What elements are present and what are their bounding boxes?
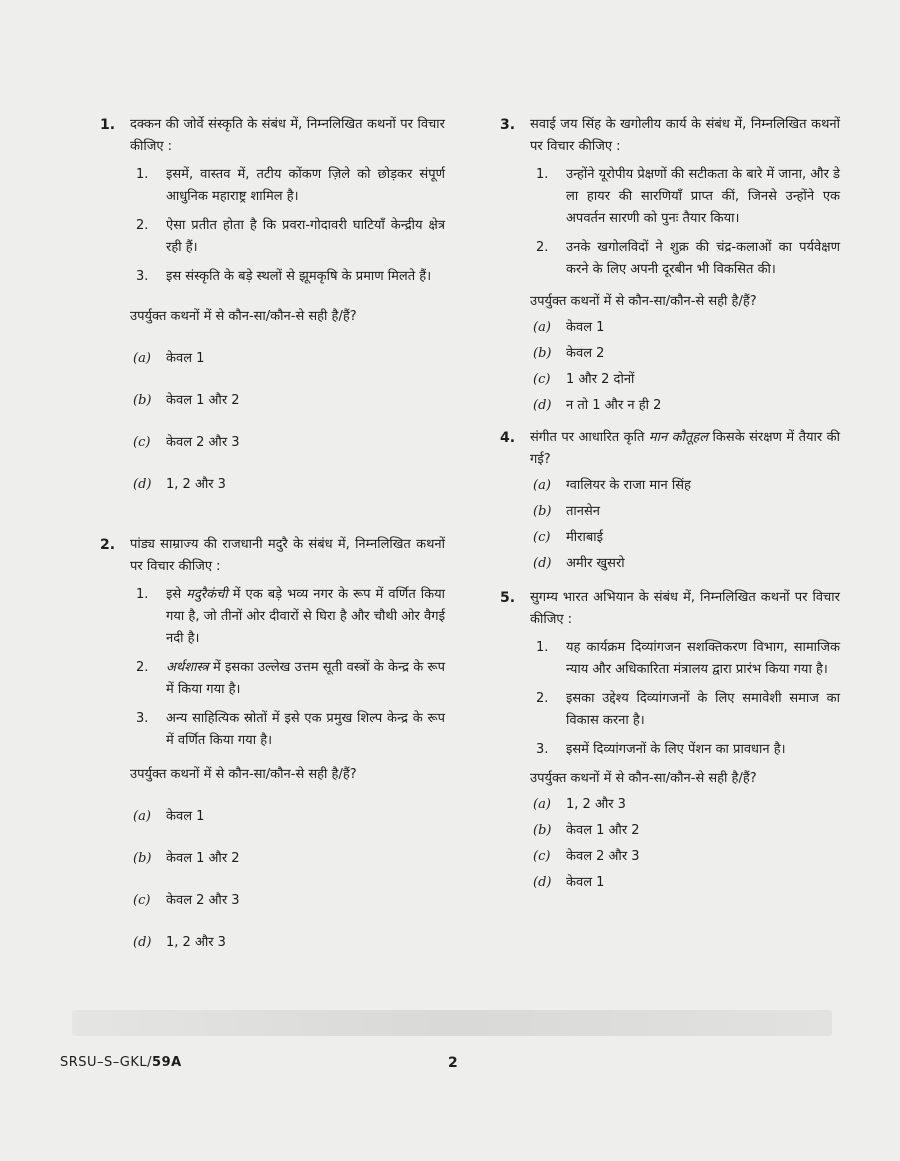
option-a: [130, 806, 445, 828]
option-letter: (d): [533, 398, 552, 413]
statement: [530, 739, 840, 761]
statement-text: ऐसा प्रतीत होता है कि प्रवरा-गोदावरी घाटियाँ केन्द्रीय क्षेत्र रही हैं।: [166, 218, 445, 255]
question-text: सवाई जय सिंह के खगोलीय कार्य के संबंध में, निम्नलिखित कथनों पर विचार कीजिए :: [530, 117, 840, 154]
option-text: केवल 2 और 3: [166, 893, 240, 908]
booklet-code: [60, 1055, 182, 1070]
statement-number: 2.: [536, 240, 549, 255]
option-letter: (c): [133, 435, 151, 450]
statement: [130, 266, 445, 288]
option-text: न तो 1 और न ही 2: [566, 398, 662, 413]
option-text: केवल 1: [166, 809, 205, 824]
option-d: [530, 395, 840, 417]
statement-text: इसमें, वास्तव में, तटीय कोंकण ज़िले को छोड़कर संपूर्ण आधुनिक महाराष्ट्र शामिल है।: [166, 167, 445, 204]
answer-prompt: उपर्युक्त कथनों में से कौन-सा/कौन-से सही है/हैं?: [530, 771, 757, 786]
statement-number: 1.: [536, 640, 549, 655]
statement: [130, 215, 445, 259]
option-letter: (d): [133, 935, 152, 950]
option-letter: (a): [133, 809, 151, 824]
option-a: [130, 348, 445, 370]
option-letter: (d): [533, 875, 552, 890]
option-text: केवल 1 और 2: [166, 851, 240, 866]
statement-number: 3.: [536, 742, 549, 757]
question-number: 4.: [500, 430, 516, 446]
work-title: मदुरैकंची: [186, 587, 228, 602]
statement: [130, 584, 445, 650]
option-c: [130, 890, 445, 912]
question-text-post: किसके संरक्षण में तैयार की गई?: [530, 430, 841, 467]
statement-text-post: में एक बड़े भव्य नगर के रूप में वर्णित किया गया है, जो तीनों ओर दीवारों से घिरा है और चौथी ओर वैगई नदी है।: [166, 587, 445, 646]
statement: [130, 164, 445, 208]
option-b: [530, 820, 840, 842]
statement-text: उनके खगोलविदों ने शुक्र की चंद्र-कलाओं का पर्यवेक्षण करने के लिए अपनी दूरबीन भी विकसित की।: [566, 240, 840, 277]
question-text: [530, 427, 840, 471]
statement-number: 2.: [536, 691, 549, 706]
statement-text: उन्होंने यूरोपीय प्रेक्षणों की सटीकता के बारे में जाना, और डे ला हायर की सारणियाँ प्राप्त कीं, जिनसे उन्होंने एक अपवर्तन सारणी को पुनः तैयार किया।: [566, 167, 840, 226]
option-text: केवल 2 और 3: [566, 849, 640, 864]
statement-list: [130, 164, 445, 288]
statement-text: इसका उद्देश्य दिव्यांगजनों के लिए समावेशी समाज का विकास करना है।: [566, 691, 840, 728]
option-text: केवल 1 और 2: [166, 393, 240, 408]
option-text: ग्वालियर के राजा मान सिंह: [566, 478, 691, 493]
statement-text: इसमें दिव्यांगजनों के लिए पेंशन का प्रावधान है।: [566, 742, 786, 757]
statement-number: 2.: [136, 218, 149, 233]
statement: [530, 237, 840, 281]
statement-number: 1.: [536, 167, 549, 182]
option-letter: (b): [133, 393, 152, 408]
option-letter: (c): [533, 372, 551, 387]
right-column: [500, 114, 840, 894]
statement-text-pre: अन्य साहित्यिक स्रोतों में इसे एक प्रमुख शिल्प केन्द्र के रूप में वर्णित किया गया है।: [166, 711, 445, 748]
option-text: केवल 1: [166, 351, 205, 366]
option-text: केवल 1 और 2: [566, 823, 640, 838]
option-b: [130, 390, 445, 412]
option-text: 1, 2 और 3: [566, 797, 626, 812]
question-number: 3.: [500, 117, 516, 133]
option-letter: (d): [133, 477, 152, 492]
statement-number: 1.: [136, 167, 149, 182]
statement: [530, 637, 840, 681]
question-5: [500, 587, 840, 894]
option-a: [530, 475, 840, 497]
option-b: [530, 501, 840, 523]
work-title: मान कौतूहल: [648, 430, 709, 445]
statement-text-post: में इसका उल्लेख उत्तम सूती वस्त्रों के केन्द्र के रूप में किया गया है।: [166, 660, 445, 697]
option-d: [530, 553, 840, 575]
option-c: [530, 369, 840, 391]
question-text: सुगम्य भारत अभियान के संबंध में, निम्नलिखित कथनों पर विचार कीजिए :: [530, 590, 840, 627]
question-4: [500, 427, 840, 575]
statement-number: 1.: [136, 587, 149, 602]
statement-list: [530, 164, 840, 281]
page-number: 2: [448, 1055, 458, 1071]
option-text: 1, 2 और 3: [166, 477, 226, 492]
option-letter: (c): [533, 849, 551, 864]
option-text: मीराबाई: [566, 530, 603, 545]
option-letter: (b): [533, 504, 552, 519]
question-text: पांड्य साम्राज्य की राजधानी मदुरै के संबंध में, निम्नलिखित कथनों पर विचार कीजिए :: [130, 537, 445, 574]
statement-number: 2.: [136, 660, 149, 675]
option-letter: (a): [133, 351, 151, 366]
option-text: केवल 1: [566, 875, 605, 890]
option-text: तानसेन: [566, 504, 600, 519]
option-letter: (b): [133, 851, 152, 866]
statement-number: 3.: [136, 711, 149, 726]
statement-text-pre: इसे: [166, 587, 187, 602]
answer-prompt: उपर्युक्त कथनों में से कौन-सा/कौन-से सही है/हैं?: [130, 767, 357, 782]
option-d: [530, 872, 840, 894]
answer-prompt: उपर्युक्त कथनों में से कौन-सा/कौन-से सही है/हैं?: [530, 294, 757, 309]
option-letter: (b): [533, 346, 552, 361]
option-text: केवल 2: [566, 346, 605, 361]
statement: [530, 688, 840, 732]
option-letter: (c): [133, 893, 151, 908]
option-letter: (a): [533, 320, 551, 335]
question-2: [100, 534, 445, 954]
statement-list: [530, 637, 840, 761]
question-1: [100, 114, 445, 496]
left-column: [100, 114, 445, 954]
option-c: [530, 527, 840, 549]
question-number: 2.: [100, 537, 116, 553]
option-text: केवल 1: [566, 320, 605, 335]
booklet-code-suffix: 59A: [152, 1055, 182, 1070]
option-letter: (a): [533, 478, 551, 493]
statement: [130, 657, 445, 701]
option-text: 1 और 2 दोनों: [566, 372, 635, 387]
option-letter: (d): [533, 556, 552, 571]
question-number: 5.: [500, 590, 516, 606]
option-c: [130, 432, 445, 454]
option-letter: (c): [533, 530, 551, 545]
statement-text: यह कार्यक्रम दिव्यांगजन सशक्तिकरण विभाग, सामाजिक न्याय और अधिकारिता मंत्रालय द्वारा प्रारंभ किया गया है।: [566, 640, 840, 677]
question-number: 1.: [100, 117, 116, 133]
option-c: [530, 846, 840, 868]
answer-prompt: उपर्युक्त कथनों में से कौन-सा/कौन-से सही है/हैं?: [130, 309, 357, 324]
question-3: [500, 114, 840, 417]
scan-smudge: [72, 1010, 832, 1036]
option-a: [530, 317, 840, 339]
option-text: केवल 2 और 3: [166, 435, 240, 450]
option-text: 1, 2 और 3: [166, 935, 226, 950]
statement-text: इस संस्कृति के बड़े स्थलों से झूमकृषि के प्रमाण मिलते हैं।: [166, 269, 432, 284]
option-letter: (a): [533, 797, 551, 812]
question-text: दक्कन की जोर्वे संस्कृति के संबंध में, निम्नलिखित कथनों पर विचार कीजिए :: [130, 117, 445, 154]
statement: [530, 164, 840, 230]
statement-list: [130, 584, 445, 752]
work-title: अर्थशास्त्र: [166, 660, 209, 675]
statement: [130, 708, 445, 752]
option-text: अमीर खुसरो: [566, 556, 625, 571]
option-b: [130, 848, 445, 870]
option-b: [530, 343, 840, 365]
question-text-pre: संगीत पर आधारित कृति: [530, 430, 649, 445]
option-d: [130, 474, 445, 496]
option-d: [130, 932, 445, 954]
booklet-code-prefix: SRSU–S–GKL/: [60, 1055, 153, 1070]
statement-number: 3.: [136, 269, 149, 284]
option-letter: (b): [533, 823, 552, 838]
option-a: [530, 794, 840, 816]
